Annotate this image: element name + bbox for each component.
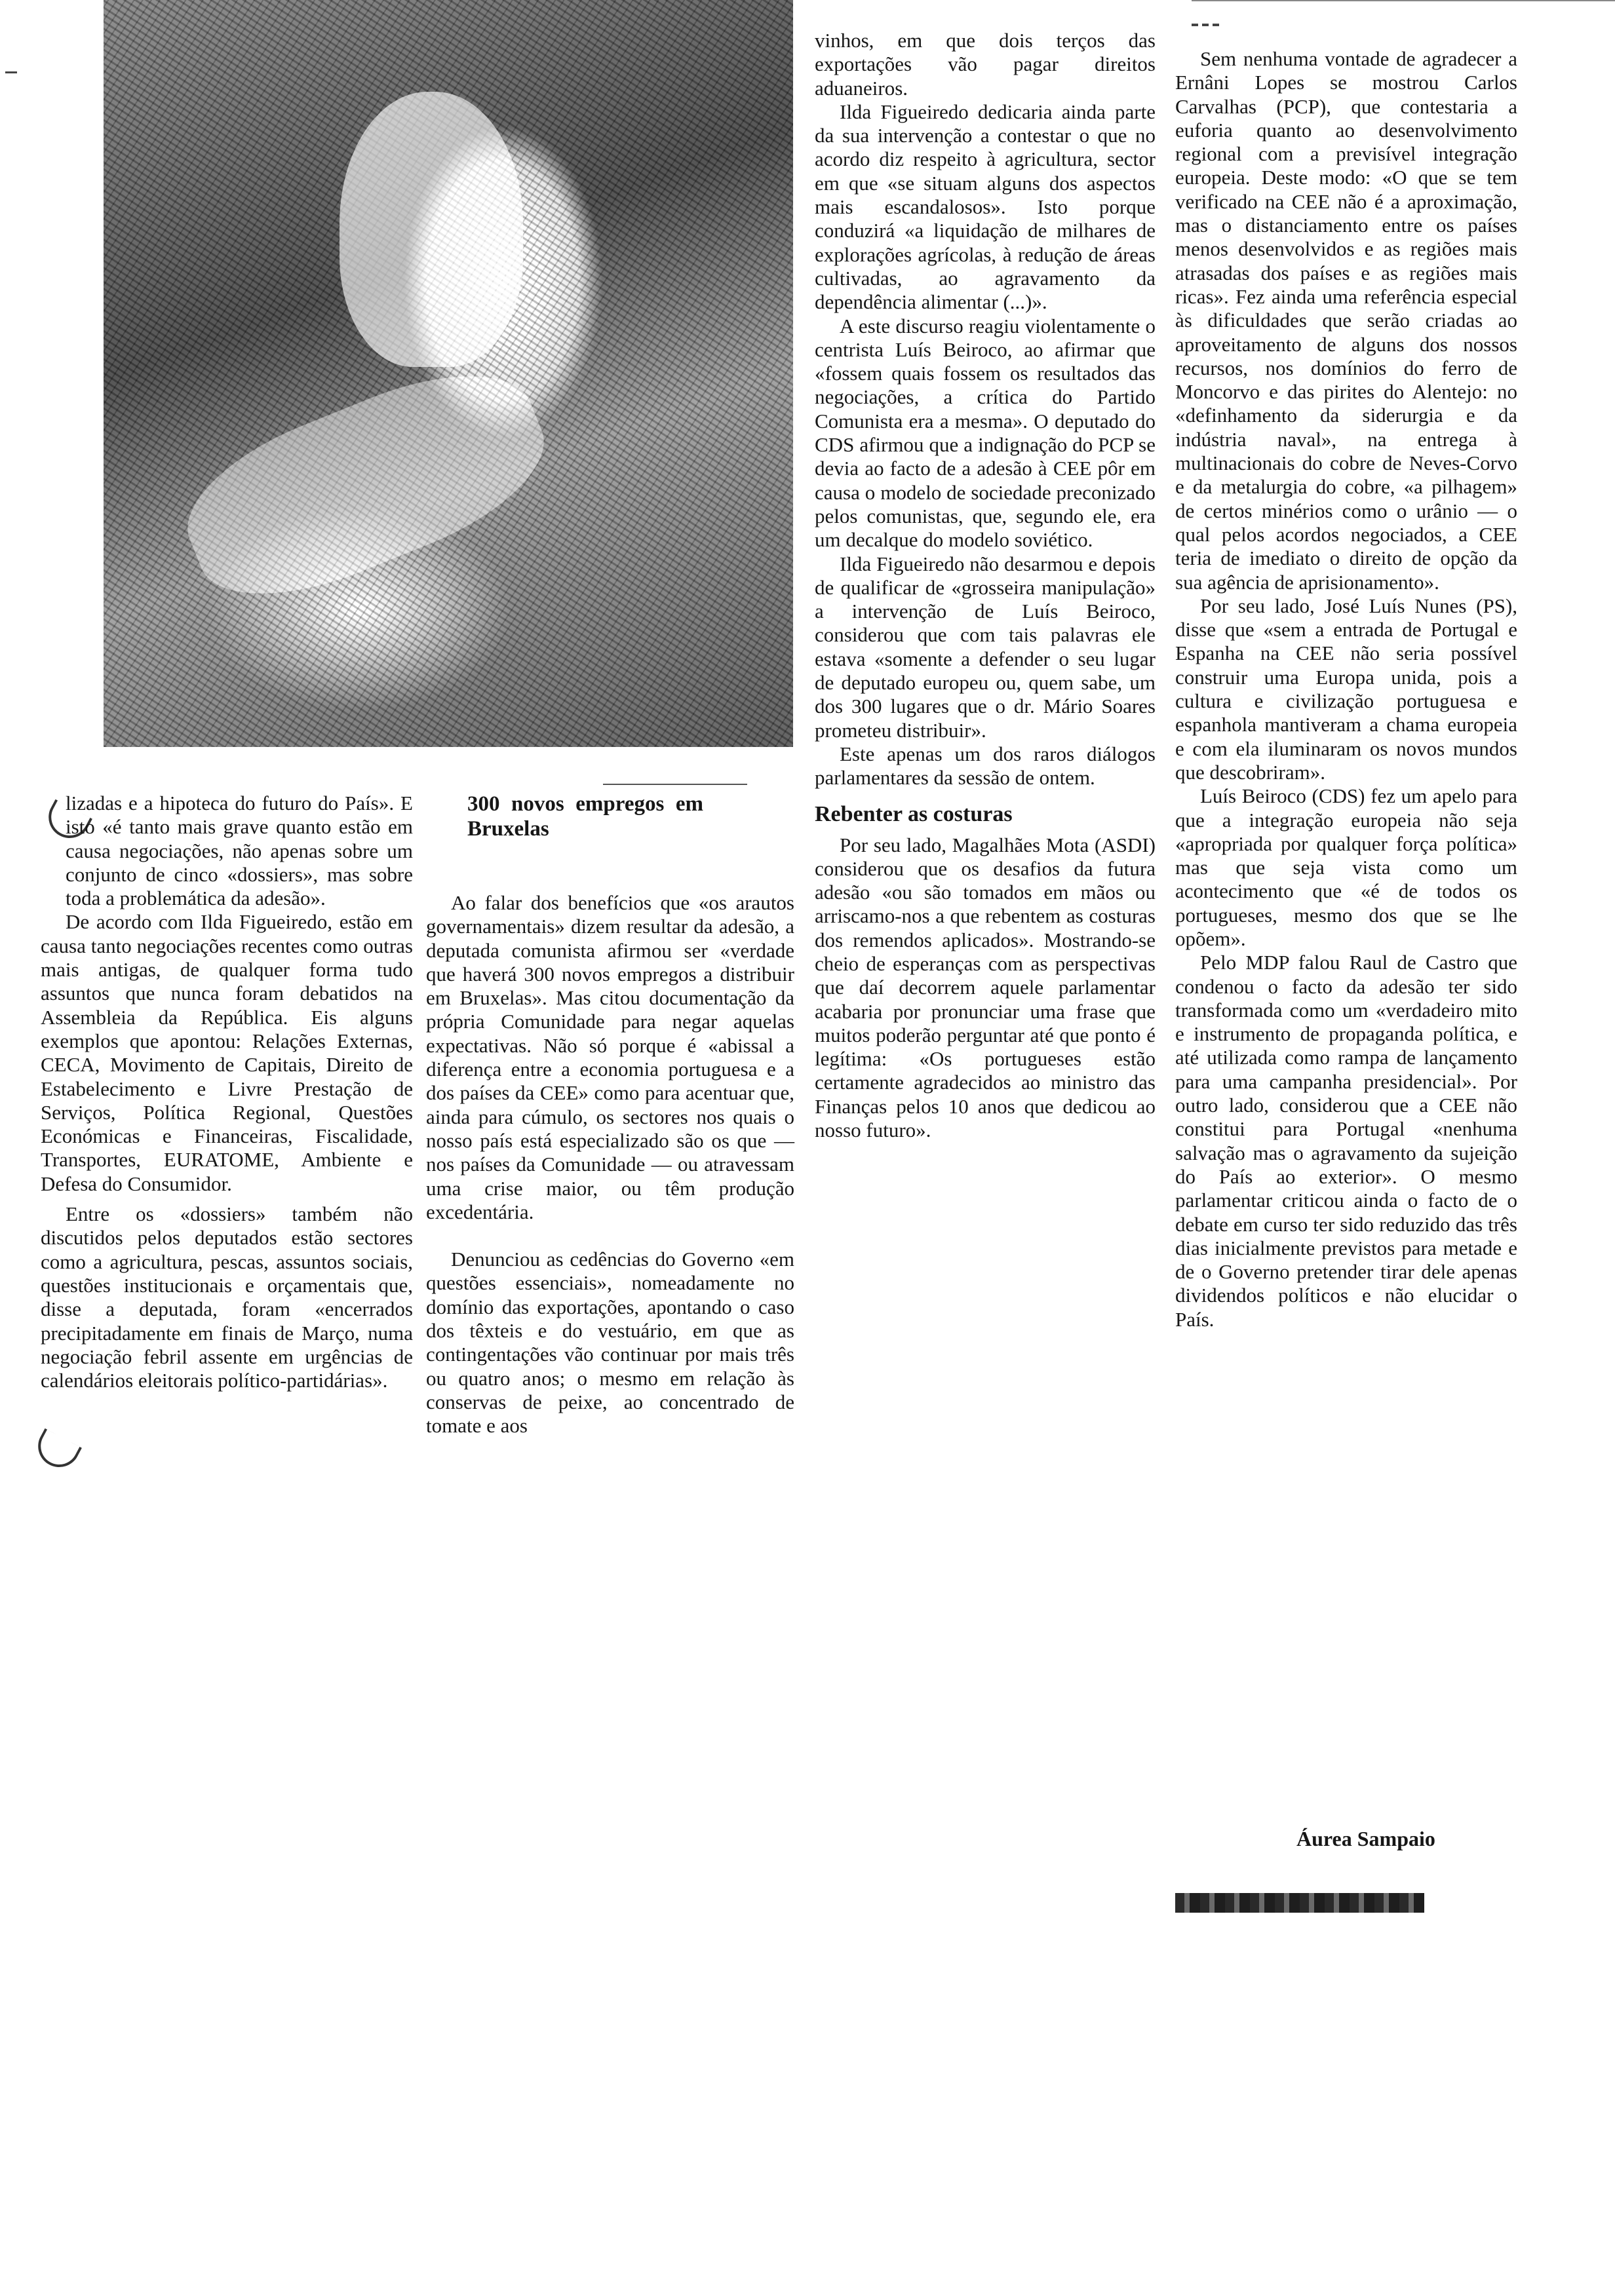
article-column-2 xyxy=(426,792,794,1438)
paragraph: Por seu lado, Magalhães Mota (ASDI) considerou que os desafios da futura adesão «ou são tomados em mãos ou arriscamo-nos a que rebentem as costuras dos remendos aplicados». Mostrando-se cheio de esperanças com as perspectivas que daí decorrem aquele parlamentar acabaria por pronunciar uma frase que muitos poderão perguntar até que ponto é legítima: «Os portugueses estão certamente agradecidos ao ministro das Finanças pelos 10 anos que dedicou ao nosso futuro». xyxy=(815,833,1156,1142)
news-photo xyxy=(104,0,793,747)
paragraph: A este discurso reagiu violentamente o centrista Luís Beiroco, ao afirmar que «fossem quais fossem os resultados das negociações, a crítica do Partido Comunista era a mesma». O deputado do CDS afirmou que a indignação do PCP se devia ao facto de a adesão à CEE pôr em causa o modelo de sociedade preconizado pelos comunistas, que, segundo ele, era um decalque do modelo soviético. xyxy=(815,314,1156,552)
subheading-rule xyxy=(603,784,747,785)
paragraph: Ilda Figueiredo dedicaria ainda parte da sua intervenção a contestar o que no acordo diz respeito à agricultura, sector em que «se situam alguns dos aspectos mais escandalosos». Isto porque conduzirá «a liquidação de milhares de explorações agrícolas, à redução de áreas cultivadas, ao agravamento da dependência alimentar (...)». xyxy=(815,100,1156,314)
end-bar xyxy=(1175,1893,1424,1913)
photo-figure xyxy=(340,92,523,367)
article-column-4 xyxy=(1175,47,1517,1331)
article-column-1 xyxy=(41,792,413,1392)
article-column-3 xyxy=(815,29,1156,1142)
paragraph: vinhos, em que dois terços das exportações vão pagar direitos aduaneiros. xyxy=(815,29,1156,100)
margin-mark xyxy=(31,1428,82,1475)
paragraph: Ao falar dos benefícios que «os arautos governamentais» dizem resultar da adesão, a deputada comunista afirmou ser «verdade que haverá 300 novos empregos a distribuir em Bruxelas». Mas citou documentação da própria Comunidade para negar aquelas expectativas. Não só porque é «abissal a diferença entre a economia portuguesa e a dos países da CEE» como para acentuar que, ainda para cúmulo, os sectores nos quais o nosso país está especializado são os que — nos países da Comunidade — ou atravessam uma crise maior, ou têm produção excedentária. xyxy=(426,891,794,1223)
photo-arm xyxy=(166,343,565,626)
subheading: 300 novos empregos em Bruxelas xyxy=(467,792,703,841)
paragraph: Entre os «dossiers» também não discutidos pelos deputados estão sectores como a agricultura, pescas, assuntos sociais, questões institucionais e orçamentais que, disse a deputada, foram «encerrados precipitadamente em finais de Março, numa negociação febril assente em urgências de calendários eleitorais político-partidárias». xyxy=(41,1202,413,1392)
paragraph: Este apenas um dos raros diálogos parlamentares da sessão de ontem. xyxy=(815,742,1156,790)
paragraph: Pelo MDP falou Raul de Castro que condenou o facto da adesão ter sido transformada como um «verdadeiro mito e instrumento de propaganda política, e até utilizada como rampa de lançamento para uma campanha presidencial». Por outro lado, considerou que a CEE não constitui para Portugal «nenhuma salvação mas o agravamento da sujeição do País ao exterior». O mesmo parlamentar criticou ainda o facto de o debate em curso ter sido reduzido das três dias inicialmente previstos para metade e de o Governo pretender tirar dele apenas dividendos políticos e não elucidar o País. xyxy=(1175,951,1517,1331)
paragraph: Ilda Figueiredo não desarmou e depois de qualificar de «grosseira manipulação» a intervenção de Luís Beiroco, considerou que com tais palavras ele estava «somente a defender o seu lugar de deputado europeu ou, quem sabe, um dos 300 lugares que o dr. Mário Soares prometeu distribuir». xyxy=(815,552,1156,742)
paragraph: Sem nenhuma vontade de agradecer a Ernâni Lopes se mostrou Carlos Carvalhas (PCP), que contestaria a euforia quanto ao desenvolvimento regional com a previsível integração europeia. Deste modo: «O que se tem verificado na CEE não é a aproximação, mas o distanciamento entre os países menos desenvolvidos e as regiões mais atrasadas dos países e as regiões mais ricas». Fez ainda uma referência especial às dificuldades que serão criadas ao aproveitamento de alguns dos nossos recursos, nos domínios do ferro de Moncorvo e das pirites do Alentejo: no «definhamento da siderurgia e da indústria naval», na entrega à multinacionais do cobre de Neves-Corvo e da metalurgia do cobre, «a pilhagem» de certos minérios como o urânio — o qual pelos acordos negociados, a CEE teria de imediato o direito de opção da sua agência de aprisionamento». xyxy=(1175,47,1517,594)
column-mark xyxy=(1192,24,1222,26)
subheading: Rebenter as costuras xyxy=(815,801,1013,826)
paragraph: Denunciou as cedências do Governo «em questões essenciais», nomeadamente no domínio das exportações, apontando o caso dos têxteis e do vestuário, em que as contingentações vão continuar por mais três ou quatro anos; o mesmo em relação às conservas de peixe, ao concentrado de tomate e aos xyxy=(426,1248,794,1438)
top-rule xyxy=(1192,0,1615,1)
paragraph: Luís Beiroco (CDS) fez um apelo para que a integração europeia não seja «apropriada por qualquer força política» mas que seja vista como um acontecimento que «é de todos os portugueses, mesmo dos que se lhe opõem». xyxy=(1175,784,1517,950)
author-signature: Áurea Sampaio xyxy=(1296,1827,1435,1850)
margin-dash xyxy=(5,71,17,73)
paragraph: lizadas e a hipoteca do futuro do País». E isto «é tanto mais grave quanto estão em causa negociações, não apenas sobre um conjunto de cinco «dossiers», mas sobre toda a problemática da adesão». xyxy=(66,792,413,910)
paragraph: De acordo com Ilda Figueiredo, estão em causa tanto negociações recentes como outras mais antigas, de qualquer forma tudo assuntos que nunca foram debatidos na Assembleia da República. Eis alguns exemplos que apontou: Relações Externas, CECA, Movimento de Capitais, Direito de Estabelecimento e Livre Prestação de Serviços, Política Regional, Questões Económicas e Financeiras, Fiscalidade, Transportes, EURATOME, Ambiente e Defesa do Consumidor. xyxy=(41,910,413,1195)
paragraph: Por seu lado, José Luís Nunes (PS), disse que «sem a entrada de Portugal e Espanha na CEE não seria possível construir uma Europa unida, pois a cultura e civilização portuguesa e espanhola mantiveram a chama europeia e com ela iluminaram os novos mundos que descobriram». xyxy=(1175,594,1517,784)
